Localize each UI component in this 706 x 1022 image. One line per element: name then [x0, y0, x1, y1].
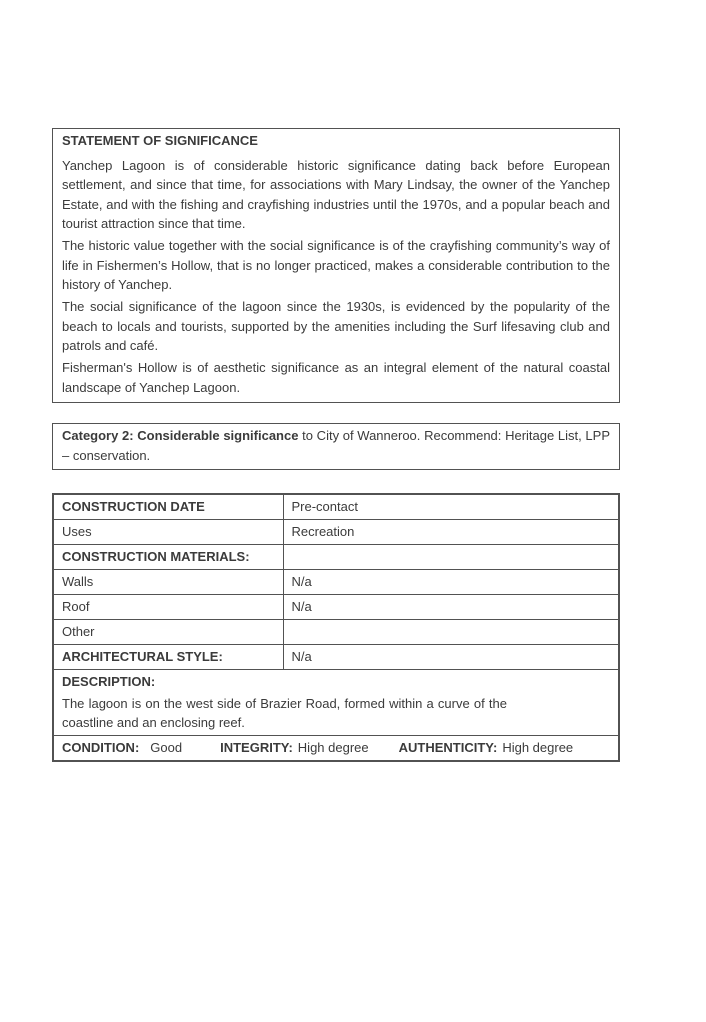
- category-recommendation-section: [52, 423, 620, 470]
- condition-cell: [53, 735, 619, 761]
- table-row-roof: [53, 595, 619, 620]
- integrity-item: [220, 740, 369, 755]
- category-label: Category 2: Considerable significance: [62, 428, 299, 443]
- details-table: [52, 493, 620, 762]
- table-row-construction-materials: [53, 545, 619, 570]
- statement-of-significance-section: [52, 128, 620, 403]
- walls-value: N/a: [283, 570, 619, 595]
- table-row-description: [53, 670, 619, 736]
- category-statement: [62, 426, 610, 465]
- other-value: [283, 620, 619, 645]
- table-row-walls: [53, 570, 619, 595]
- uses-label: Uses: [53, 520, 283, 545]
- architectural-style-label: ARCHITECTURAL STYLE:: [53, 645, 283, 670]
- authenticity-label: AUTHENTICITY:: [398, 739, 498, 755]
- statement-paragraph-3: The social significance of the lagoon since the 1930s, is evidenced by the popularity of the beach to locals and tourists, supported by the amenities including the Surf lifesaving club and patrols and café.: [62, 299, 610, 353]
- construction-date-label: CONSTRUCTION DATE: [53, 494, 283, 520]
- table-row-condition: [53, 735, 619, 761]
- condition-label: CONDITION:: [62, 739, 140, 755]
- description-text: The lagoon is on the west side of Brazier Road, formed within a curve of the coastline and an enclosing reef.: [62, 695, 507, 730]
- category-text: to City of Wanneroo. Recommend: Heritage List, LPP – conservation.: [62, 428, 611, 463]
- roof-label: Roof: [53, 595, 283, 620]
- roof-value: N/a: [283, 595, 619, 620]
- statement-paragraph-2: The historic value together with the social significance is of the crayfishing community’s way of life in Fishermen’s Hollow, that is no longer practiced, makes a considerable contribution to the history of Yanchep.: [62, 238, 610, 292]
- construction-date-value: Pre-contact: [283, 494, 619, 520]
- walls-label: Walls: [53, 570, 283, 595]
- table-row-architectural-style: [53, 645, 619, 670]
- statement-title: STATEMENT OF SIGNIFICANCE: [62, 133, 258, 148]
- statement-paragraph-1: Yanchep Lagoon is of considerable historic significance dating back before European settlement, and since that time, for associations with Mary Lindsay, the owner of the Yanchep Estate, and with the fishing and crayfishing industries until the 1970s, and a popular beach and tourist attraction since that time.: [62, 157, 610, 231]
- construction-materials-value: [283, 545, 619, 570]
- other-label: Other: [53, 620, 283, 645]
- table-row-uses: [53, 520, 619, 545]
- authenticity-value: High degree: [502, 739, 574, 755]
- condition-item: [62, 740, 182, 755]
- description-cell: [53, 670, 619, 736]
- construction-materials-label: CONSTRUCTION MATERIALS:: [53, 545, 283, 570]
- integrity-value: High degree: [297, 739, 369, 755]
- statement-paragraph-4: Fisherman's Hollow is of aesthetic significance as an integral element of the natural coastal landscape of Yanchep Lagoon.: [62, 360, 610, 395]
- table-row-other: [53, 620, 619, 645]
- condition-value: Good: [150, 739, 183, 755]
- architectural-style-value: N/a: [283, 645, 619, 670]
- description-label: DESCRIPTION:: [62, 674, 156, 689]
- uses-value: Recreation: [283, 520, 619, 545]
- authenticity-item: [399, 740, 574, 755]
- table-row-construction-date: [53, 494, 619, 520]
- integrity-label: INTEGRITY:: [220, 739, 293, 755]
